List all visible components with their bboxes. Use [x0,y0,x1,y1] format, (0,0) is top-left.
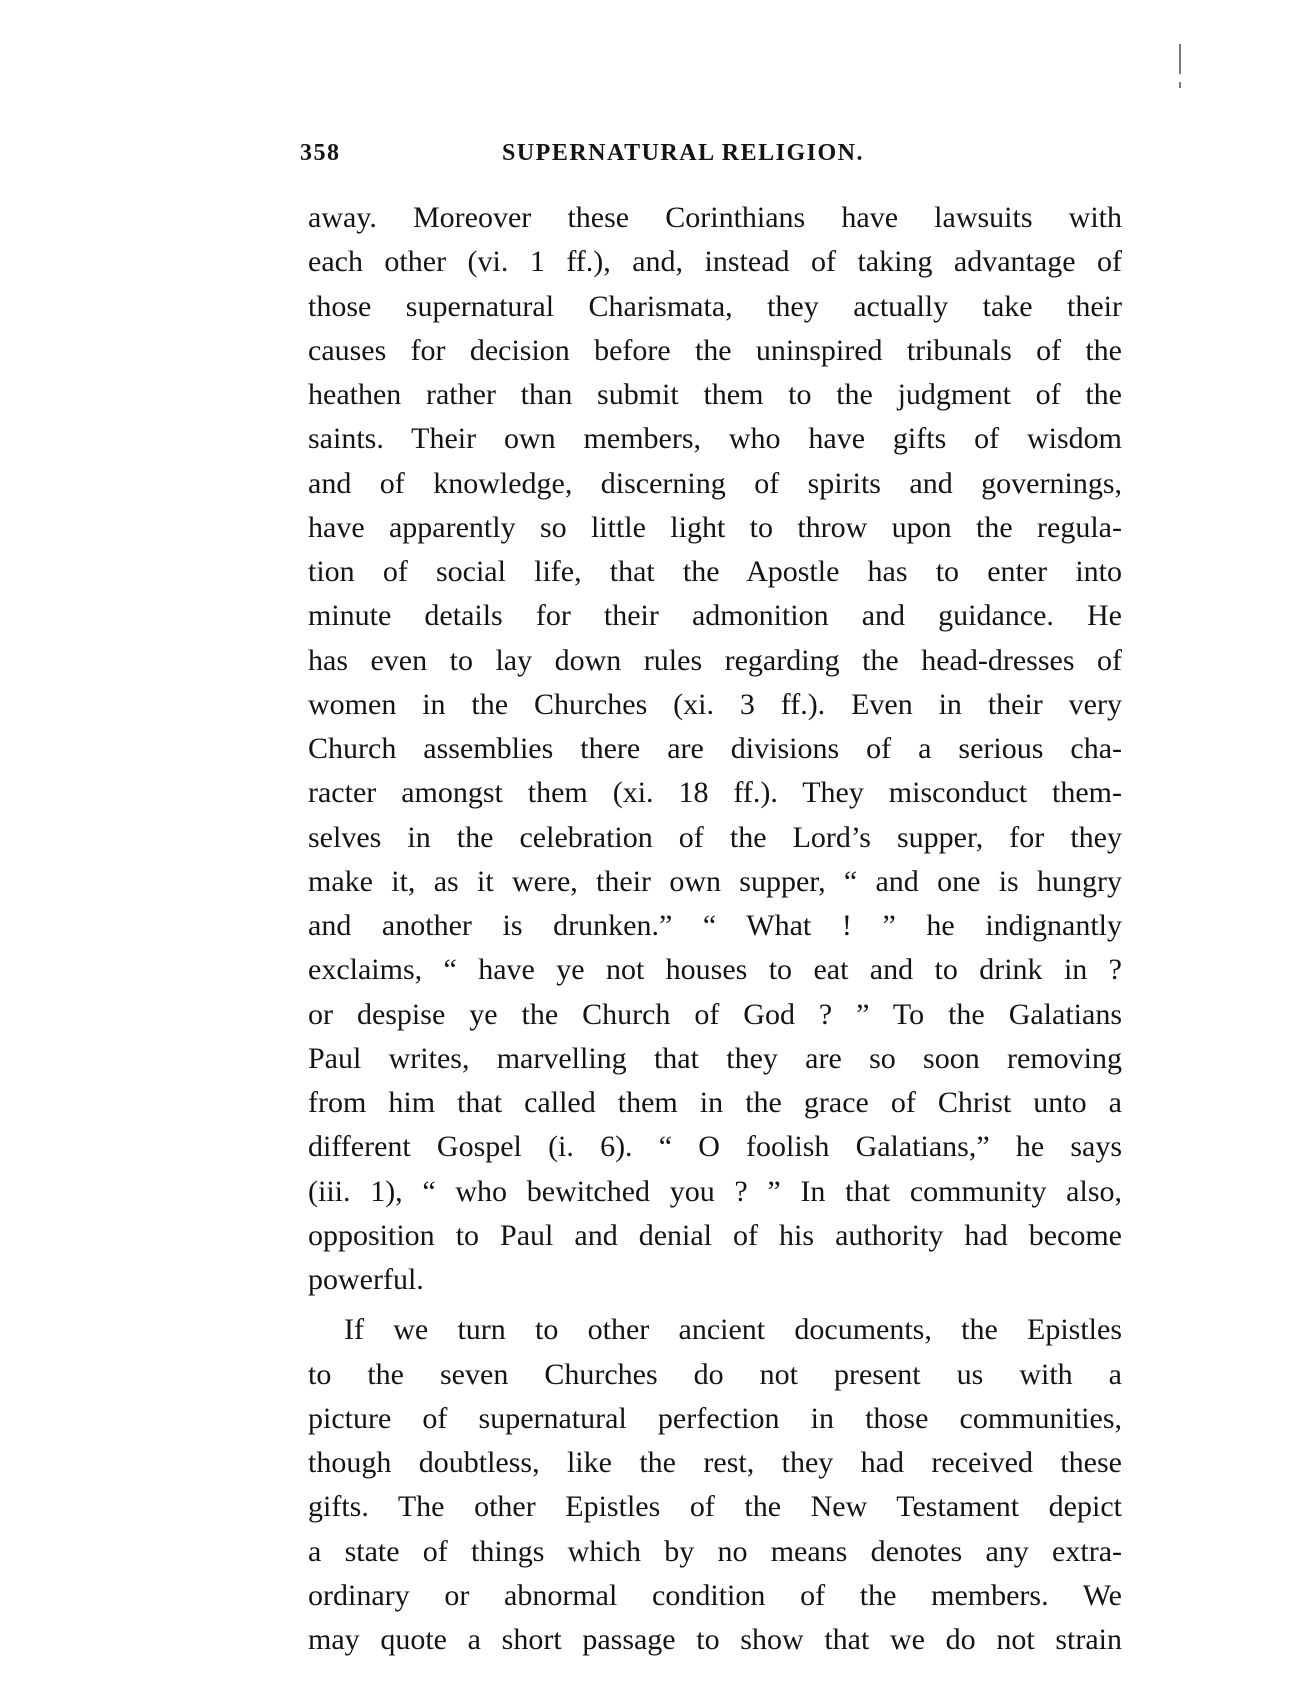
text-line: women in the Churches (xi. 3 ff.). Even in their very [308,687,1122,721]
text-line: tion of social life, that the Apostle has to enter into [308,555,1122,588]
text-line: selves in the celebration of the Lord’s supper, for they [308,820,1122,854]
text-line: though doubtless, like the rest, they had received these [308,1446,1122,1479]
text-line: powerful. [308,1263,424,1296]
running-head [300,140,1130,176]
text-line: opposition to Paul and denial of his authority had become [308,1218,1122,1252]
text-line: minute details for their admonition and guidance. He [308,599,1122,633]
text-line: or despise ye the Church of God ? ” To the Galatians [308,997,1122,1031]
text-line: heathen rather than submit them to the judgment of the [308,378,1122,411]
text-line: Church assemblies there are divisions of a serious cha- [308,732,1122,765]
text-line: a state of things which by no means denotes any extra- [308,1534,1122,1568]
text-line: and of knowledge, discerning of spirits and governings, [308,466,1122,500]
text-line: from him that called them in the grace of Christ unto a [308,1086,1122,1119]
text-line: ordinary or abnormal condition of the members. We [308,1578,1122,1612]
page-number: 358 [300,140,341,166]
text-line: saints. Their own members, who have gifts of wisdom [308,422,1122,456]
text-line: Paul writes, marvelling that they are so soon removing [308,1041,1122,1075]
text-line: If we turn to other ancient documents, the Epistles [344,1313,1122,1347]
text-line: gifts. The other Epistles of the New Testament depict [308,1490,1122,1524]
text-line: causes for decision before the uninspired tribunals of the [308,333,1122,367]
page-edge-dot [1179,82,1181,88]
running-title: SUPERNATURAL RELIGION. [502,140,864,166]
text-line: and another is drunken.” “ What ! ” he indignantly [308,909,1122,942]
paragraph [308,196,1122,1302]
text-line: away. Moreover these Corinthians have lawsuits with [308,201,1122,234]
text-line: has even to lay down rules regarding the head-dresses of [308,643,1122,677]
text-line: make it, as it were, their own supper, “ and one is hungry [308,864,1122,898]
text-line: racter amongst them (xi. 18 ff.). They misconduct them- [308,776,1122,810]
text-line: have apparently so little light to throw upon the regula- [308,510,1122,544]
text-line: may quote a short passage to show that we do not strain [308,1623,1122,1656]
text-line: to the seven Churches do not present us with a [308,1357,1122,1391]
page-edge-mark [1179,44,1181,74]
text-line: (iii. 1), “ who bewitched you ? ” In that community also, [308,1174,1122,1208]
paragraph [308,1308,1122,1662]
body-text [308,196,1122,1662]
text-line: those supernatural Charismata, they actually take their [308,289,1122,323]
text-line: picture of supernatural perfection in those communities, [308,1401,1122,1435]
text-line: each other (vi. 1 ff.), and, instead of taking advantage of [308,245,1122,279]
text-line: exclaims, “ have ye not houses to eat and to drink in ? [308,953,1122,987]
text-line: different Gospel (i. 6). “ O foolish Galatians,” he says [308,1130,1122,1164]
